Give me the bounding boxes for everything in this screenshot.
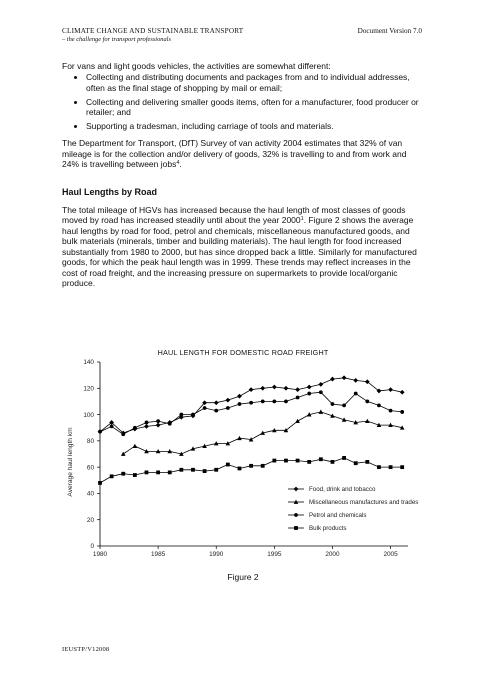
data-point [389,465,393,469]
data-point [249,387,254,392]
data-point [203,406,207,410]
document-version: Document Version 7.0 [357,27,422,35]
data-point [294,513,298,517]
footnote-ref: 1 [300,216,304,223]
data-point [156,471,160,475]
data-point [214,409,218,413]
data-point [331,402,335,406]
y-tick-label: 40 [86,490,94,498]
data-point [121,472,125,476]
data-point [214,400,219,405]
data-point [98,481,102,485]
data-point [156,419,160,423]
footnote-ref: 4 [176,160,180,167]
header-title: CLIMATE CHANGE AND SUSTAINABLE TRANSPORT [62,27,244,35]
data-point [261,400,265,404]
data-point [284,459,288,463]
header-subtitle: – the challenge for transport professionals [62,36,171,43]
data-point [272,400,276,404]
data-point [249,464,253,468]
data-point [261,464,265,468]
series-group [98,375,405,435]
list-item: • Collecting and distributing documents and packages from and to individual addresses, often as the final stage of shopping by mail or email; [86,72,424,93]
figure-caption: Figure 2 [227,572,259,582]
legend-label: Petrol and chemicals [309,512,367,520]
series-group [98,390,404,436]
y-tick-label: 120 [83,385,94,393]
data-point [342,403,346,407]
data-point [296,459,300,463]
data-point [260,386,265,391]
data-point [388,387,393,392]
data-point [307,460,311,464]
intro-paragraph: For vans and light goods vehicles, the activities are somewhat different: [62,61,331,71]
dft-end: . [179,159,182,170]
legend-label: Bulk products [309,525,347,533]
data-point [284,400,288,404]
data-point [354,461,358,465]
data-point [330,377,335,382]
data-point [296,396,300,400]
x-tick-label: 2000 [325,551,340,558]
data-point [238,402,242,406]
chart-series [98,375,405,484]
haul-length-chart [62,356,424,570]
data-point [144,424,149,429]
legend-label: Food, drink and tobacco [309,486,376,494]
data-point [400,465,404,469]
data-point [203,469,207,473]
data-point [400,410,404,414]
x-tick-label: 1980 [92,551,108,558]
data-point [133,426,137,430]
haul-text-1: The total mileage of HGVs has increased because the haul length of most classes of goods moved by road has increased steadily until about the year 2000 [62,205,406,226]
data-point [168,422,172,426]
legend-label: Miscellaneous manufactures and trades [309,499,419,507]
data-point [319,410,324,414]
data-point [295,419,300,423]
x-tick-label: 1985 [151,551,166,558]
footer-code: IEUSTP/V12008 [62,646,110,653]
data-point [377,465,381,469]
data-point [319,457,323,461]
data-point [238,467,242,471]
data-point [342,456,346,460]
y-tick-label: 20 [86,516,94,524]
data-point [133,444,138,448]
y-tick-label: 80 [86,438,94,446]
data-point [214,468,218,472]
data-point [179,413,183,417]
data-point [377,403,381,407]
y-axis-label: Average haul length km [67,427,74,497]
chart-title: HAUL LENGTH FOR DOMESTIC ROAD FREIGHT [157,348,329,357]
data-point [226,406,230,410]
list-item: • Collecting and delivering smaller goods items, often for a manufacturer, food producer or retailer; and [86,97,424,118]
data-point [156,423,161,428]
activity-list [62,72,424,131]
data-point [110,474,114,478]
data-point [179,468,183,472]
data-point [354,392,358,396]
data-point [225,398,230,403]
data-point [342,375,347,380]
document-body [62,61,424,288]
chart-axes [83,359,408,558]
x-tick-label: 1990 [209,551,224,558]
data-point [110,425,114,429]
data-point [365,400,369,404]
data-point [307,385,312,390]
series-group [98,456,404,485]
data-point [145,471,149,475]
data-point [294,487,299,492]
data-point [294,526,298,530]
data-point [389,409,393,413]
data-point [191,468,195,472]
x-tick-label: 1995 [267,551,282,558]
data-point [318,382,323,387]
series-line [100,392,402,434]
data-point [121,432,125,436]
data-point [191,413,195,417]
series-line [100,378,402,433]
data-point [365,460,369,464]
y-tick-label: 140 [83,359,94,367]
data-point [249,401,253,405]
haul-paragraph [62,205,424,288]
series-group [121,410,405,456]
data-point [295,387,300,392]
data-point [226,463,230,467]
section-heading: Haul Lengths by Road [62,186,158,197]
data-point [272,459,276,463]
data-point [319,390,323,394]
data-point [353,378,358,383]
dft-paragraph [62,138,424,169]
haul-text-2: . Figure 2 shows the average haul lengths by road for food, petrol and chemicals, miscellaneous manufactured goods, and bulk materials (minerals, timber and building materials). The haul length for food increased substantially from 1980 to 2000, but has since dropped back a little. Similarly for manufactured goods, for which the peak haul length was in 1999. These trends may reflect increases in the cost of road freight, and the increasing pressure on supermarkets to provide local/organic produce. [62,215,417,288]
data-point [331,460,335,464]
x-tick-label: 2005 [383,551,398,558]
page-header [62,27,422,43]
data-point [272,385,277,390]
data-point [400,390,405,395]
data-point [284,386,289,391]
data-point [133,473,137,477]
data-point [145,421,149,425]
dft-text: The Department for Transport, (DfT) Survey of van activity 2004 estimates that 32% of van mileage is for the collection and/or delivery of goods, 32% is travelling to and from work and 24% is travelling between jobs [62,138,407,170]
data-point [121,452,126,456]
y-tick-label: 0 [90,543,94,551]
data-point [98,430,102,434]
y-tick-label: 100 [83,411,94,419]
data-point [307,392,311,396]
data-point [168,471,172,475]
data-point [237,394,242,399]
chart-legend [288,486,418,532]
y-tick-label: 60 [86,464,94,472]
list-item: • Supporting a tradesman, including carriage of tools and materials. [86,121,424,131]
